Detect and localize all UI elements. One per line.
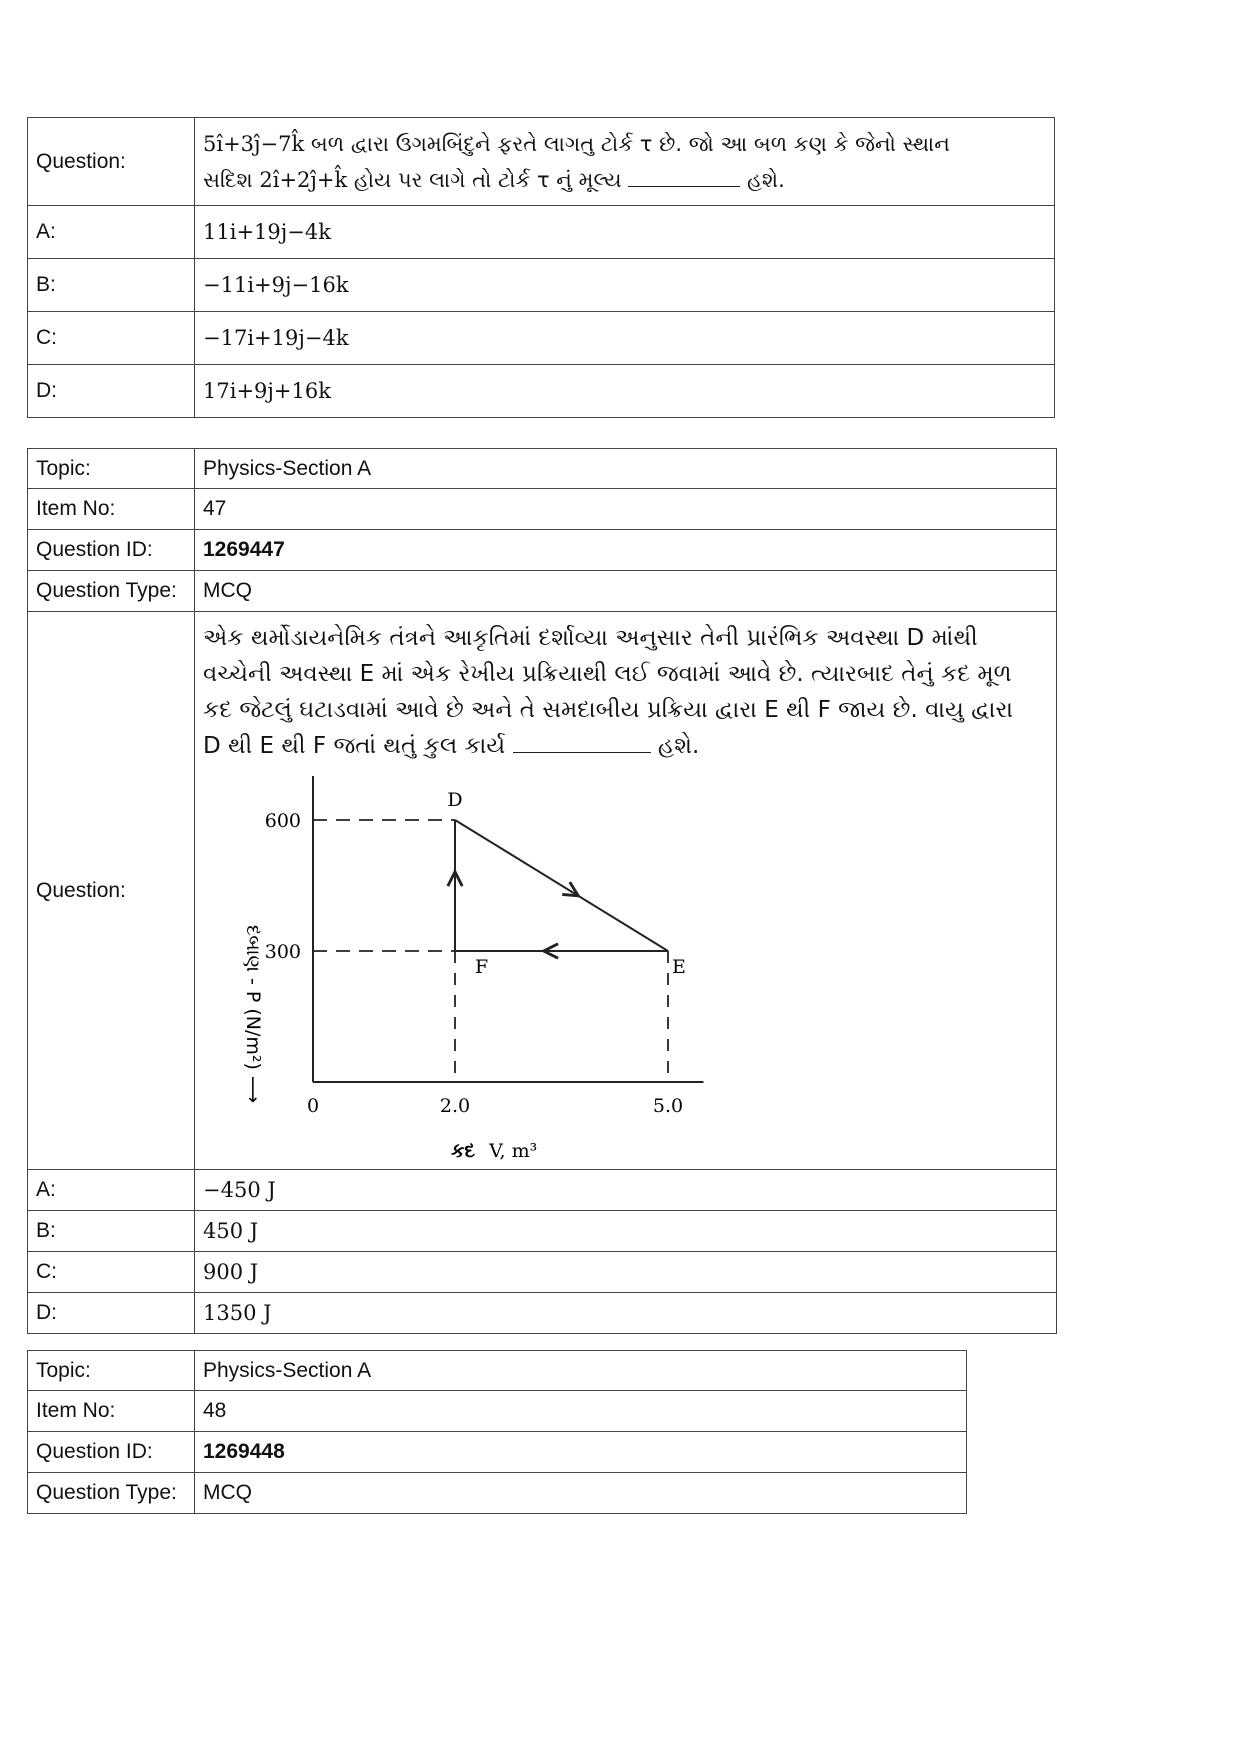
question-47-table [27,448,1057,1334]
question-46-table [27,117,1055,418]
y-tick-300: 300 [264,941,301,963]
item-no-label: Item No: [28,489,195,530]
x-tick-2: 2.0 [439,1095,471,1117]
question-47-line4-pre: D થી E થી F જતાં થતું કુલ કાર્ય [203,733,506,759]
point-d-label: D [447,789,463,811]
question-46-text [195,118,1055,206]
segment-d-e-arrow [570,891,572,892]
option-label: D: [28,365,195,418]
answer-blank [513,732,651,753]
axes [313,776,704,1082]
x-tick-5: 5.0 [652,1095,684,1117]
question-46-line2-post: હોય પર લાગે તો ટોર્ક τ નું મૂલ્ય [347,167,622,192]
cycle-path [455,820,668,951]
question-46-line2-pre: સદિશ [203,167,260,192]
question-46-line2-end: હશે. [740,167,785,192]
question-47-line4 [203,728,1048,764]
question-47-body [195,612,1057,1170]
option-label: B: [28,259,195,312]
option-label: C: [28,1252,195,1293]
question-label: Question: [28,118,195,206]
option-a: −450 J [195,1170,1057,1211]
option-b: 450 J [195,1211,1057,1252]
question-id-value: 1269448 [195,1432,967,1473]
pv-diagram [203,764,723,1169]
question-48-table [27,1350,967,1514]
option-label: B: [28,1211,195,1252]
x-axis-label-guj: કદ [451,1140,476,1162]
force-vector: 5î+3ĵ−7k̂ [203,131,305,156]
question-47-line4-post: હશે. [650,733,700,759]
question-46-line1: બળ દ્વારા ઉગમબિંદુને ફરતે લાગતુ ટોર્ક τ છે. જો આ બળ કણ કે જેનો સ્થાન [304,131,950,156]
question-id-value: 1269447 [195,530,1057,571]
x-axis-label [451,1140,537,1162]
question-type-label: Question Type: [28,571,195,612]
question-id-label: Question ID: [28,530,195,571]
question-type-value: MCQ [195,1473,967,1514]
item-no-value: 48 [195,1391,967,1432]
segment-d-e [455,820,668,951]
question-id-label: Question ID: [28,1432,195,1473]
option-d: 17i+9j+16k [195,365,1055,418]
option-c: −17i+19j−4k [195,312,1055,365]
origin-label: 0 [306,1095,320,1117]
option-a: 11i+19j−4k [195,206,1055,259]
item-no-label: Item No: [28,1391,195,1432]
option-label: A: [28,206,195,259]
point-e-label: E [672,956,686,978]
point-f-label: F [475,956,489,978]
option-c: 900 J [195,1252,1057,1293]
answer-blank [628,166,740,187]
question-47-line2: વચ્ચેની અવસ્થા E માં એક રેખીય પ્રક્રિયાથી લઈ જવામાં આવે છે. ત્યારબાદ તેનું કદ મૂળ [203,661,1012,687]
option-label: D: [28,1293,195,1334]
option-label: A: [28,1170,195,1211]
question-type-value: MCQ [195,571,1057,612]
option-label: C: [28,312,195,365]
question-type-label: Question Type: [28,1473,195,1514]
option-d: 1350 J [195,1293,1057,1334]
x-axis-label-unit: V, m³ [489,1140,538,1162]
topic-value: Physics-Section A [195,449,1057,489]
option-b: −11i+9j−16k [195,259,1055,312]
y-axis-label: દબાણ - P (N/m²) ⟶ [242,924,264,1104]
y-tick-600: 600 [264,810,301,832]
topic-label: Topic: [28,1351,195,1391]
question-label: Question: [28,612,195,1170]
item-no-value: 47 [195,489,1057,530]
topic-label: Topic: [28,449,195,489]
question-47-line1: એક થર્મોડાયનેમિક તંત્રને આકૃતિમાં દર્શાવ્યા અનુસાર તેની પ્રારંભિક અવસ્થા D માંથી [203,625,978,651]
position-vector: 2î+2ĵ+k̂ [259,167,348,192]
topic-value: Physics-Section A [195,1351,967,1391]
question-47-line3: કદ જેટલું ઘટાડવામાં આવે છે અને તે સમદાબીય પ્રક્રિયા દ્વારા E થી F જાય છે. વાયુ દ્વારા [203,697,1014,723]
